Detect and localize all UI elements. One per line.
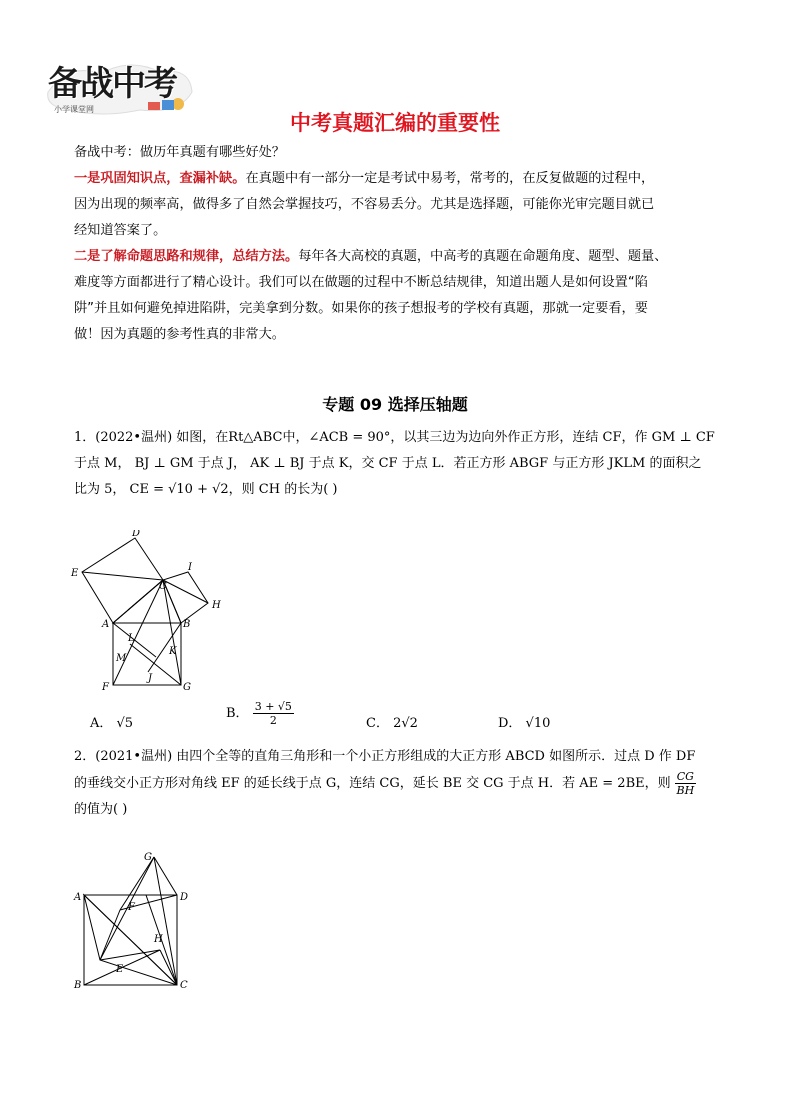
fig1-label-C: C xyxy=(159,581,167,592)
fig1-label-M: M xyxy=(116,653,127,664)
fig2-label-F: F xyxy=(128,902,135,913)
q2-fraction-denominator: BH xyxy=(676,784,695,797)
fig2-label-H: H xyxy=(154,934,163,945)
q1-option-a[interactable]: A． √5 xyxy=(90,716,134,731)
fig1-label-L: L xyxy=(128,633,135,644)
intro-question: 备战中考：做历年真题有哪些好处？ xyxy=(74,145,285,160)
point1-line1: 在真题中有一部分一定是考试中易考，常考的，在反复做题的过程中， xyxy=(245,171,655,186)
fig2-label-A: A xyxy=(74,892,82,903)
page-title: 中考真题汇编的重要性 xyxy=(290,111,500,135)
q1-figure xyxy=(68,530,238,695)
point1-highlight: 一是巩固知识点，查漏补缺。 xyxy=(74,171,246,186)
fig2-label-D: D xyxy=(180,892,189,903)
logo-text: 备战中考 xyxy=(48,64,176,104)
point1-line2: 因为出现的频率高，做得多了自然会掌握技巧，不容易丢分。尤其是选择题，可能你光审完题目就已 xyxy=(74,197,655,212)
q2-fraction xyxy=(675,770,696,797)
q1-option-b-denominator: 2 xyxy=(269,714,277,727)
intro-point2 xyxy=(74,244,734,348)
fig1-label-A: A xyxy=(102,619,110,630)
point2-highlight: 二是了解命题思路和规律，总结方法。 xyxy=(74,249,299,264)
fig2-label-E: E xyxy=(116,964,124,975)
fig1-label-J: J xyxy=(148,673,153,684)
point2-line3: 阱”并且如何避免掉进陷阱，完美拿到分数。如果你的孩子想报考的学校有真题，那就一定要看，要 xyxy=(74,301,648,316)
fig2-label-C: C xyxy=(180,980,188,990)
q1-option-d[interactable]: D． √10 xyxy=(498,716,551,731)
fig1-label-I: I xyxy=(188,562,192,573)
point2-line2: 难度等方面都进行了精心设计。我们可以在做题的过程中不断总结规律，知道出题人是如何设置“陷 xyxy=(74,275,648,290)
q1-option-b-numerator: 3 + √5 xyxy=(254,700,292,713)
fig1-label-G: G xyxy=(183,682,191,693)
q1-line1: 1．(2022•温州) 如图，在Rt△ABC中，∠ACB = 90°，以其三边为边向外作正方形，连结 CF，作 GM ⊥ CF xyxy=(74,430,715,445)
fig1-label-D: D xyxy=(132,530,141,539)
fig1-label-K: K xyxy=(169,646,177,657)
q2-fraction-numerator: CG xyxy=(676,770,694,783)
fig2-label-B: B xyxy=(74,980,82,990)
q2-line2-text: 的垂线交小正方形对角线 EF 的延长线于点 G，连结 CG，延长 BE 交 CG 于点 H．若 AE = 2BE，则 xyxy=(74,776,671,791)
q2-figure xyxy=(70,850,200,990)
q2-line3: 的值为( ) xyxy=(74,802,128,817)
point2-line1: 每年各大高校的真题，中高考的真题在命题角度、题型、题量、 xyxy=(298,249,668,264)
q2-line2 xyxy=(74,770,734,797)
fig1-label-B: B xyxy=(183,619,191,630)
fig1-label-E: E xyxy=(71,568,79,579)
fig1-label-H: H xyxy=(212,600,221,611)
question-2 xyxy=(74,744,734,823)
fig2-label-G: G xyxy=(144,852,152,863)
q1-option-b-prefix: B． xyxy=(226,706,249,721)
intro-point1 xyxy=(74,166,734,244)
fig1-label-F: F xyxy=(102,682,109,693)
q1-option-b[interactable] xyxy=(226,700,294,727)
point2-line4: 做！因为真题的参考性真的非常大。 xyxy=(74,327,285,342)
question-1 xyxy=(74,425,734,503)
logo-subtitle: 小学课堂网 xyxy=(54,105,94,114)
q1-line3: 比为 5， CE = √10 + √2，则 CH 的长为( ) xyxy=(74,482,338,497)
q1-option-b-fraction xyxy=(253,700,294,727)
q1-option-c[interactable]: C． 2√2 xyxy=(366,716,418,731)
point1-line3: 经知道答案了。 xyxy=(74,223,167,238)
q2-line1: 2．(2021•温州) 由四个全等的直角三角形和一个小正方形组成的大正方形 ABCD 如图所示．过点 D 作 DF xyxy=(74,749,696,764)
q1-line2: 于点 M， BJ ⊥ GM 于点 J， AK ⊥ BJ 于点 K，交 CF 于点 L．若正方形 ABGF 与正方形 JKLM 的面积之 xyxy=(74,456,702,471)
section-title: 专题 09 选择压轴题 xyxy=(322,395,468,414)
